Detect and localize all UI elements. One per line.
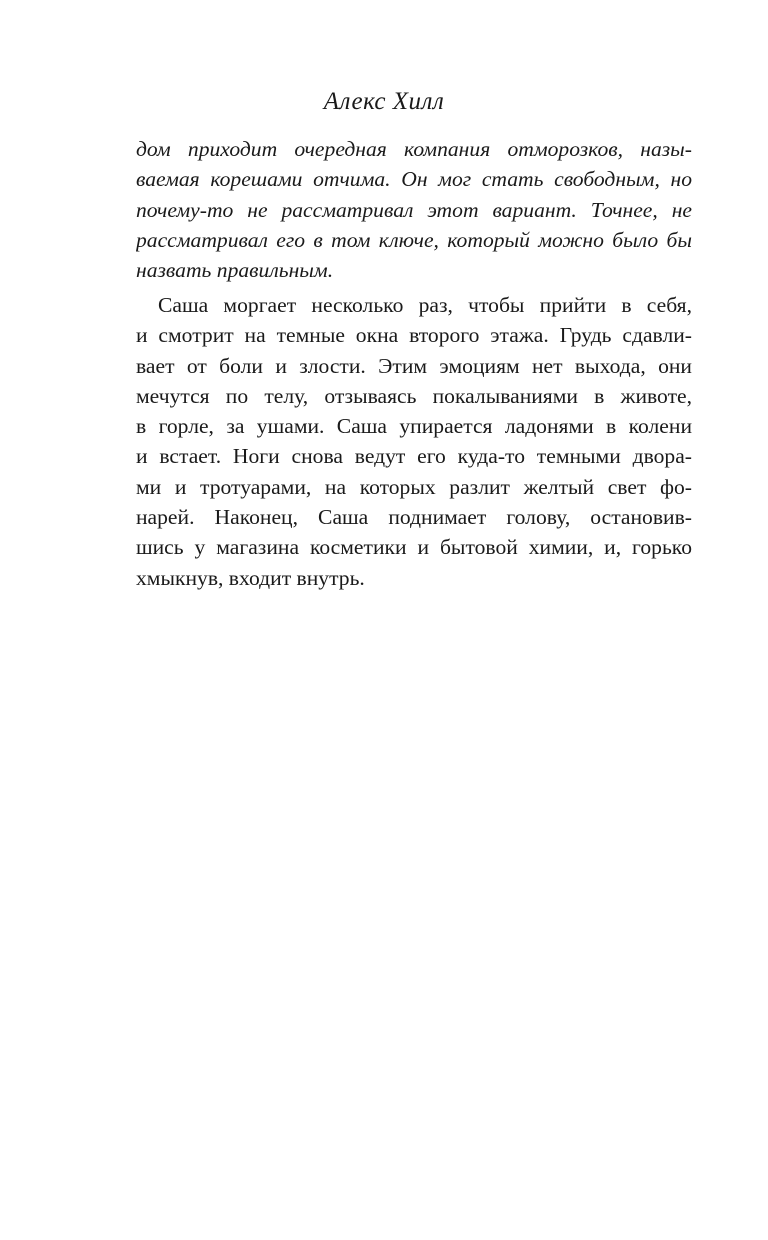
text-line: назвать правильным. — [136, 258, 334, 283]
running-head-author: Алекс Хилл — [323, 88, 445, 115]
text-line: нарей. Наконец, Саша поднимает голову, остановив- — [136, 505, 692, 530]
italic-paragraph — [136, 134, 692, 285]
text-line: дом приходит очередная компания отморозков, назы- — [136, 137, 692, 161]
text-line: и встает. Ноги снова ведут его куда-то темными двора- — [136, 444, 692, 469]
text-line: в горле, за ушами. Саша упирается ладонями в колени — [136, 414, 692, 439]
text-line: ваемая корешами отчима. Он мог стать свободным, но — [136, 167, 692, 192]
text-line: почему-то не рассматривал этот вариант. Точнее, не — [136, 197, 692, 222]
text-line: мечутся по телу, отзываясь покалываниями в животе, — [136, 383, 692, 408]
text-line: Саша моргает несколько раз, чтобы прийти в себя, — [158, 293, 692, 317]
text-line: шись у магазина косметики и бытовой химии, и, горько — [136, 535, 692, 560]
text-line: и смотрит на темные окна второго этажа. Грудь сдавли- — [136, 323, 692, 348]
body-paragraph — [136, 290, 692, 593]
text-line: ми и тротуарами, на которых разлит желтый свет фо- — [136, 474, 692, 499]
text-line: рассматривал его в том ключе, который можно было бы — [136, 227, 692, 252]
text-line: хмыкнув, входит внутрь. — [136, 565, 365, 590]
text-line: вает от боли и злости. Этим эмоциям нет выхода, они — [136, 353, 692, 378]
